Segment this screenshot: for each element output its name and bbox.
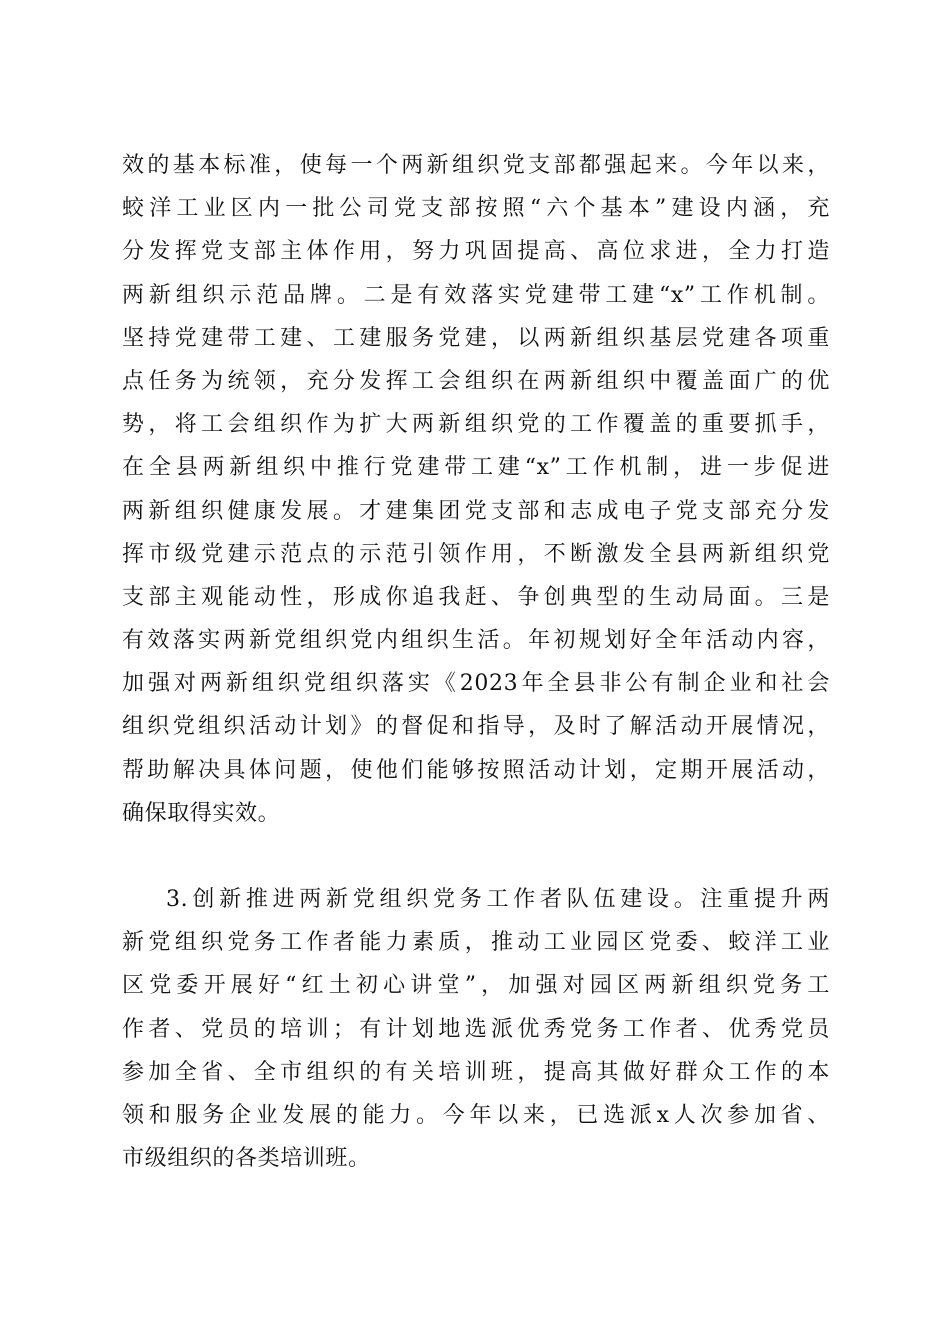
text-line: 市级组织的各类培训班。: [122, 1146, 371, 1172]
text-line: 参加全省、全市组织的有关培训班，提高其做好群众工作的本: [122, 1059, 830, 1085]
text-line: 帮助解决具体问题，使他们能够按照活动计划，定期开展活动，: [122, 757, 830, 783]
text-line: 领和服务企业发展的能力。今年以来，已选派x人次参加省、: [122, 1102, 830, 1128]
text-line: 两新组织示范品牌。二是有效落实党建带工建“x”工作机制。: [122, 282, 830, 308]
text-line: 组织党组织活动计划》的督促和指导，及时了解活动开展情况，: [122, 714, 830, 740]
text-line: 点任务为统领，充分发挥工会组织在两新组织中覆盖面广的优: [122, 368, 830, 394]
text-line: 在全县两新组织中推行党建带工建“x”工作机制，进一步促进: [122, 455, 830, 481]
text-line: 两新组织健康发展。才建集团党支部和志成电子党支部充分发: [122, 498, 830, 524]
text-line: 分发挥党支部主体作用，努力巩固提高、高位求进，全力打造: [122, 239, 830, 265]
text-line: 坚持党建带工建、工建服务党建，以两新组织基层党建各项重: [122, 325, 830, 351]
text-line: 区党委开展好“红土初心讲堂”，加强对园区两新组织党务工: [122, 973, 830, 999]
text-line: 支部主观能动性，形成你追我赶、争创典型的生动局面。三是: [122, 584, 830, 610]
paragraph-2: [122, 878, 830, 1180]
text-line: 有效落实两新党组织党内组织生活。年初规划好全年活动内容，: [122, 628, 830, 654]
text-line: 效的基本标准，使每一个两新组织党支部都强起来。今年以来，: [122, 153, 830, 178]
text-line: 作者、党员的培训；有计划地选派优秀党务工作者、优秀党员: [122, 1016, 830, 1042]
text-line: 新党组织党务工作者能力素质，推动工业园区党委、蛟洋工业: [122, 930, 830, 956]
text-line: 势，将工会组织作为扩大两新组织党的工作覆盖的重要抓手，: [122, 412, 830, 438]
paragraph-1: [122, 144, 830, 835]
text-line: 蛟洋工业区内一批公司党支部按照“六个基本”建设内涵，充: [122, 196, 830, 222]
text-line: 确保取得实效。: [122, 800, 281, 826]
text-line: 3.创新推进两新党组织党务工作者队伍建设。注重提升两: [166, 887, 830, 912]
text-line: 挥市级党建示范点的示范引领作用，不断激发全县两新组织党: [122, 541, 830, 567]
text-line: 加强对两新组织党组织落实《2023年全县非公有制企业和社会: [122, 671, 830, 697]
